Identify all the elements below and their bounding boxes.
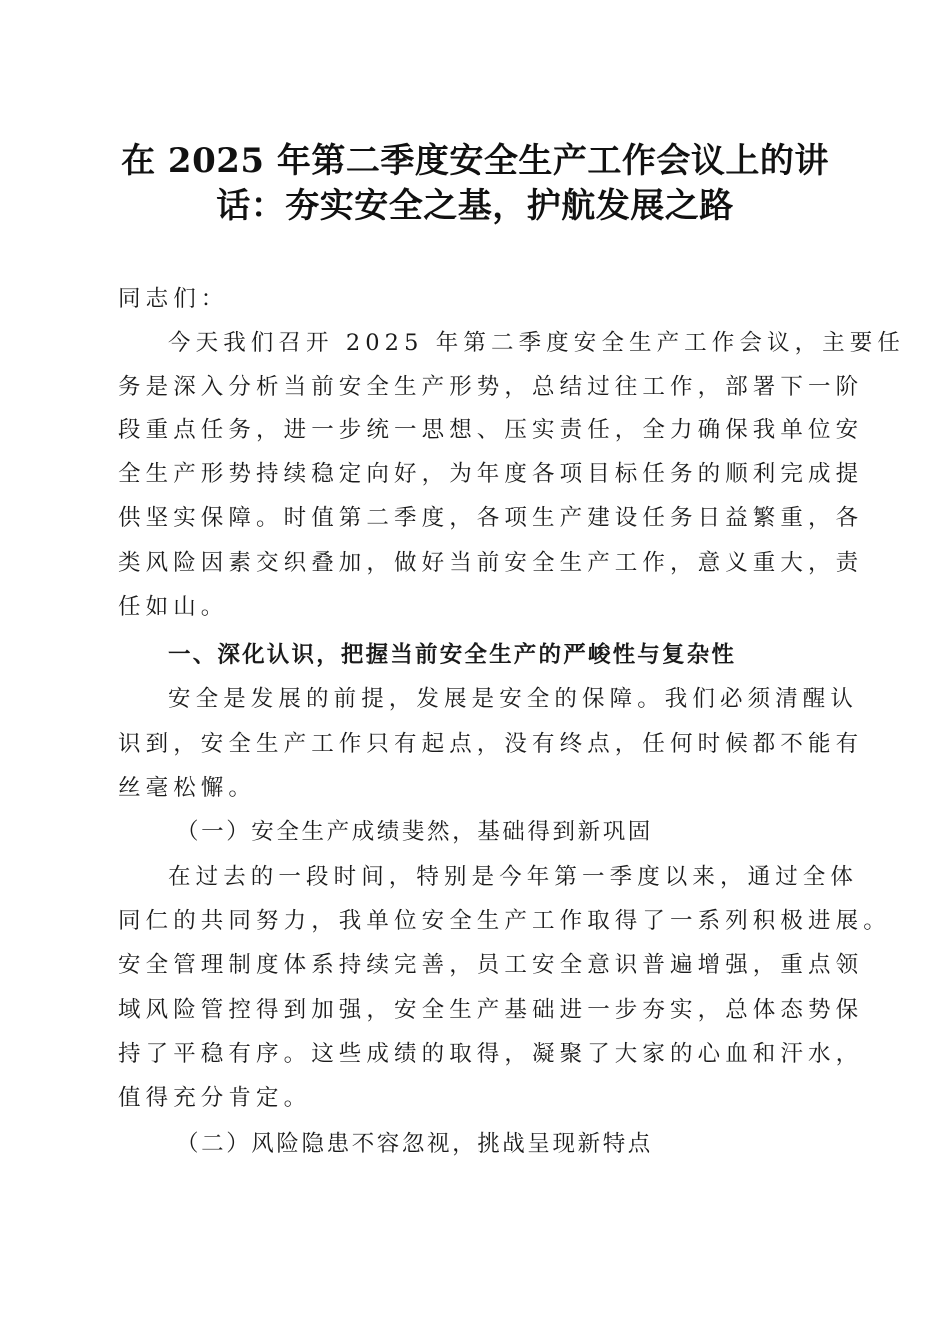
document-title-line-2: 话：夯实安全之基，护航发展之路 (216, 186, 734, 226)
intro-line: 全生产形势持续稳定向好，为年度各项目标任务的顺利完成提 (118, 461, 864, 487)
subsection-2-heading: （二）风险隐患不容忽视，挑战呈现新特点 (176, 1131, 653, 1157)
subsection-1-line: 在过去的一段时间，特别是今年第一季度以来，通过全体 (168, 864, 859, 890)
section-1-heading: 一、深化认识，把握当前安全生产的严峻性与复杂性 (168, 642, 737, 668)
subsection-1-line: 持了平稳有序。这些成绩的取得，凝聚了大家的心血和汗水， (118, 1041, 864, 1067)
intro-line: 任如山。 (118, 594, 229, 620)
subsection-1-line: 域风险管控得到加强，安全生产基础进一步夯实，总体态势保 (118, 997, 864, 1023)
intro-line: 今天我们召开 2025 年第二季度安全生产工作会议，主要任 (168, 330, 905, 356)
intro-line: 段重点任务，进一步统一思想、压实责任，全力确保我单位安 (118, 417, 864, 443)
section-1-line: 识到，安全生产工作只有起点，没有终点，任何时候都不能有 (118, 731, 864, 757)
document-title-line-1: 在 2025 年第二季度安全生产工作会议上的讲 (121, 141, 829, 181)
section-1-line: 丝毫松懈。 (118, 775, 257, 801)
subsection-1-line: 安全管理制度体系持续完善，员工安全意识普遍增强，重点领 (118, 952, 864, 978)
intro-line: 务是深入分析当前安全生产形势，总结过往工作，部署下一阶 (118, 374, 864, 400)
intro-line: 供坚实保障。时值第二季度，各项生产建设任务日益繁重，各 (118, 505, 864, 531)
section-1-line: 安全是发展的前提，发展是安全的保障。我们必须清醒认 (168, 686, 859, 712)
subsection-1-line: 同仁的共同努力，我单位安全生产工作取得了一系列积极进展。 (118, 908, 891, 934)
salutation: 同志们： (118, 286, 229, 312)
subsection-1-line: 值得充分肯定。 (118, 1085, 312, 1111)
intro-line: 类风险因素交织叠加，做好当前安全生产工作，意义重大，责 (118, 550, 864, 576)
subsection-1-heading: （一）安全生产成绩斐然，基础得到新巩固 (176, 819, 653, 845)
